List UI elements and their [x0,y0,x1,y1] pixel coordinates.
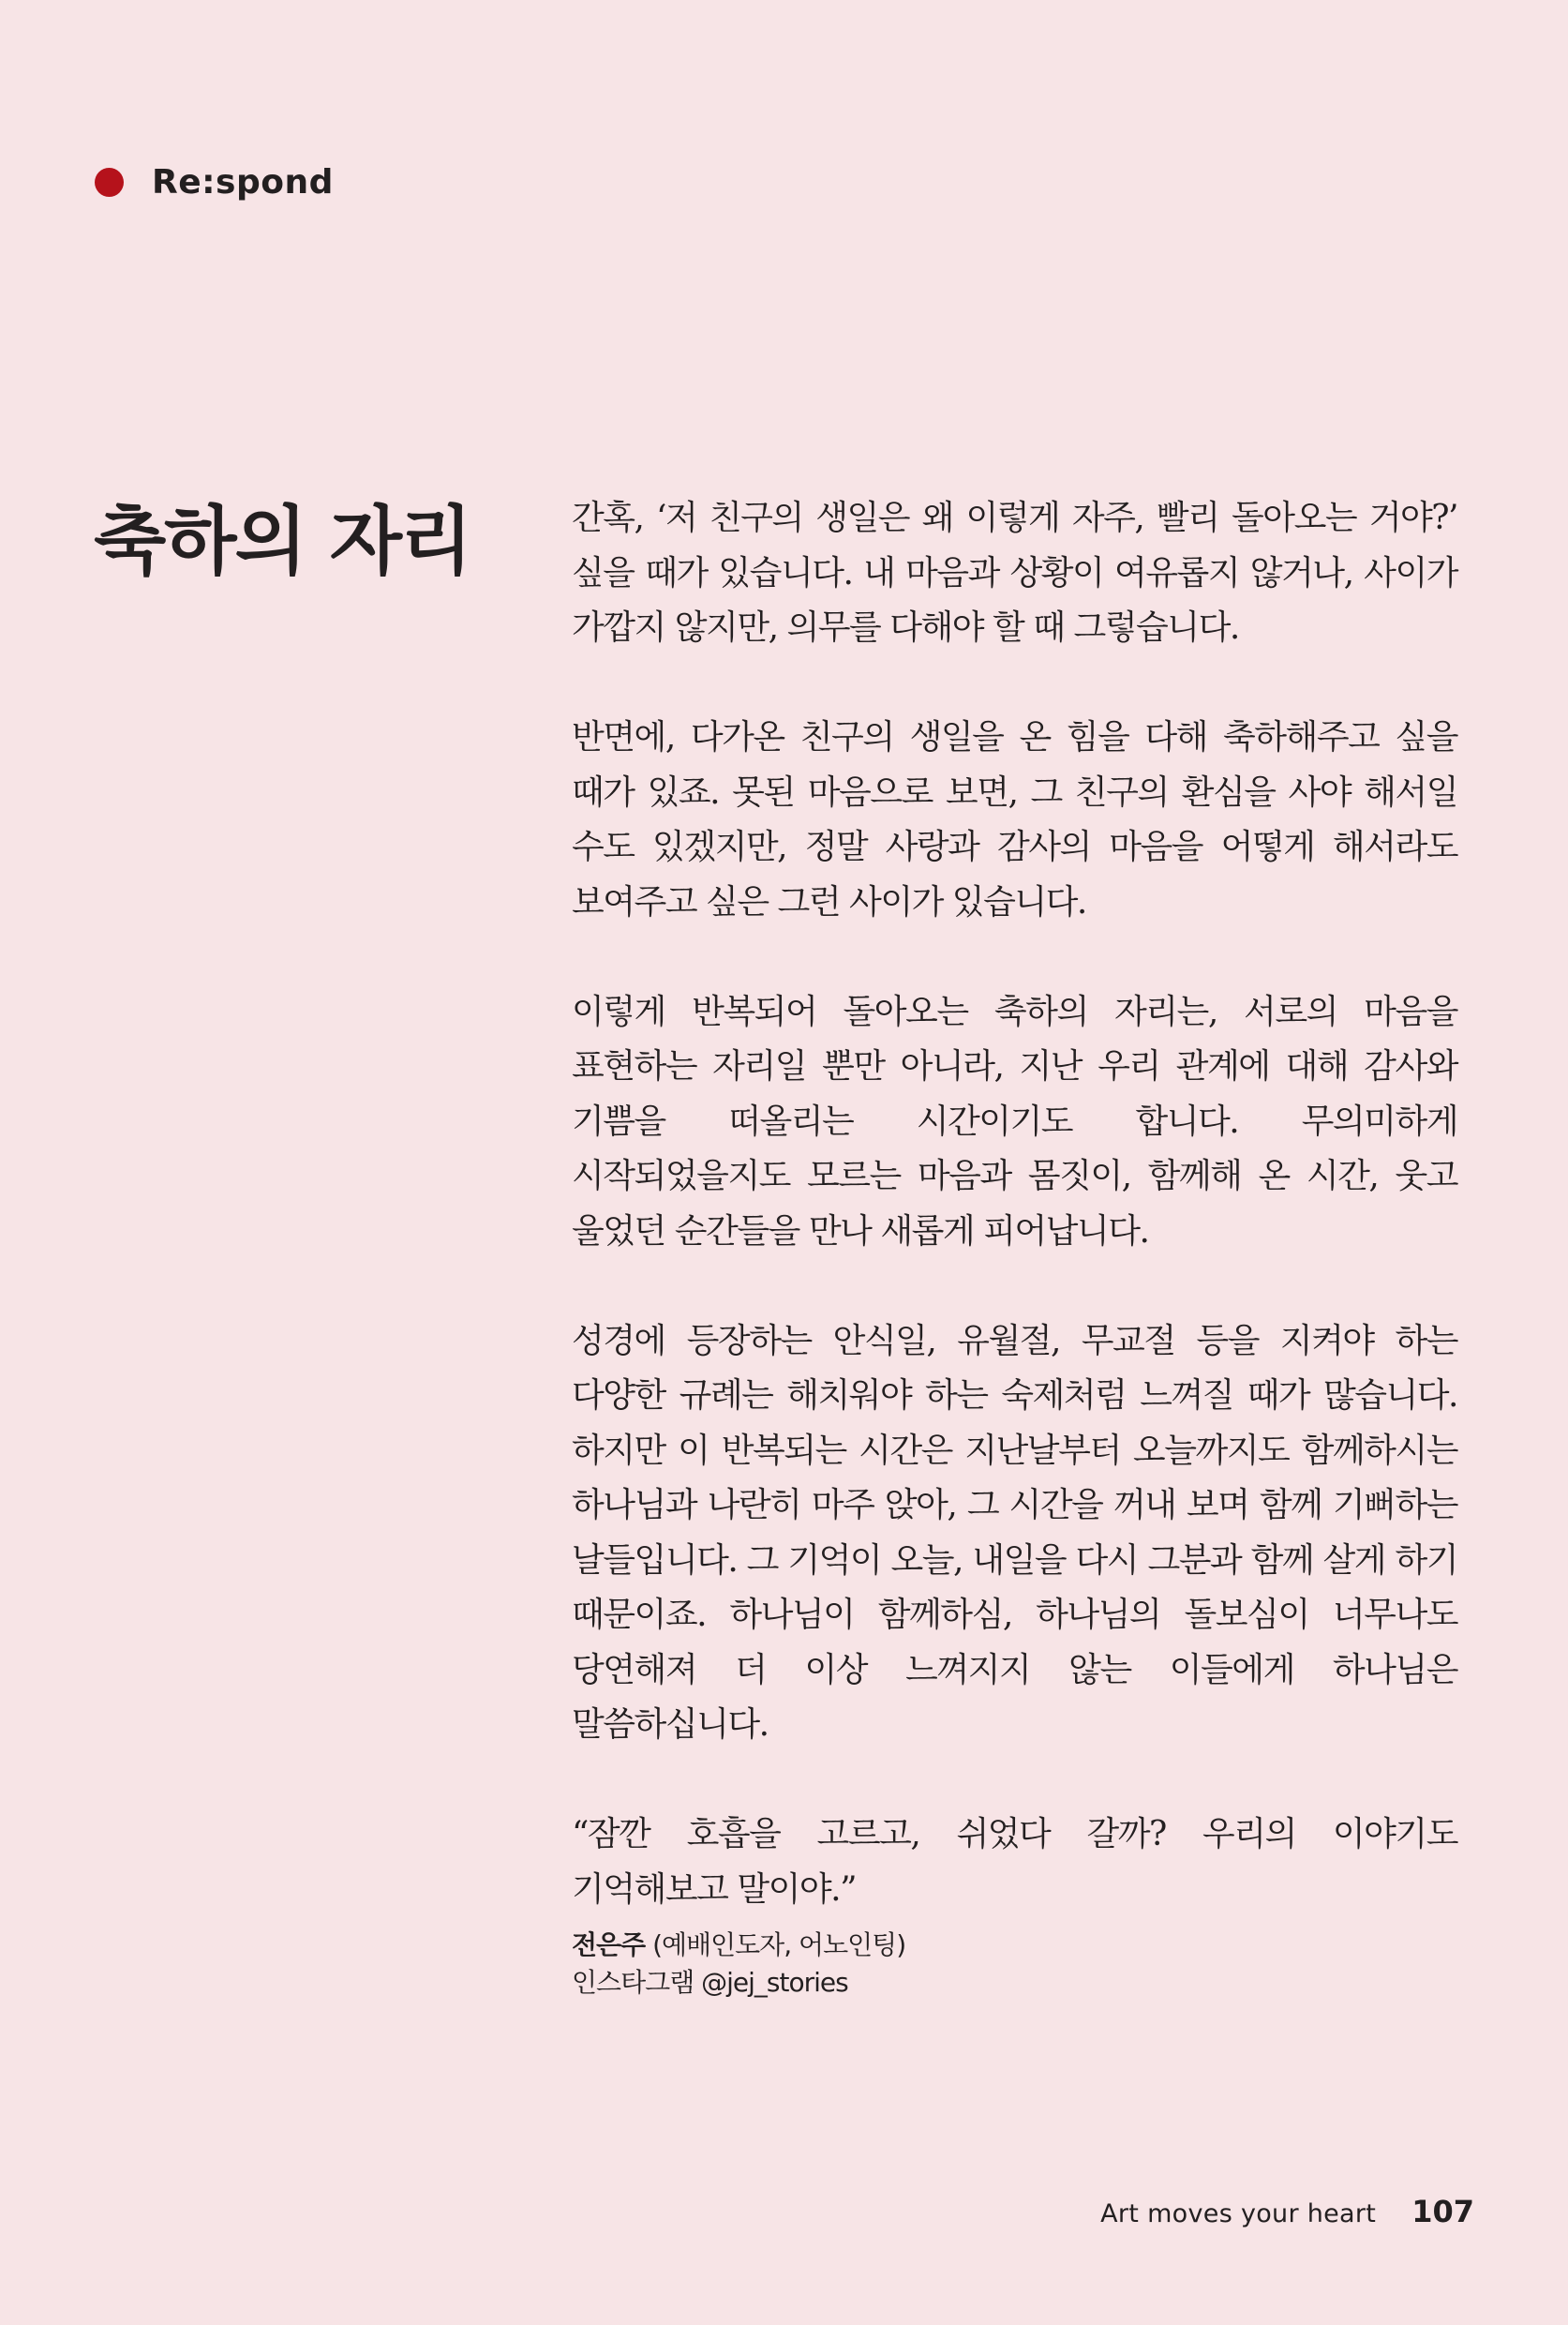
body-paragraph: 이렇게 반복되어 돌아오는 축하의 자리는, 서로의 마음을 표현하는 자리일 뿐만 아니라, 지난 우리 관계에 대해 감사와 기쁨을 떠올리는 시간이기도 합니다. 무의미하게 시작되었을지도 모르는 마음과 몸짓이, 함께해 온 시간, 웃고 울었던 순간들을 만나 새롭게 피어납니다. [572,992,1457,1251]
body-paragraph: 성경에 등장하는 안식일, 유월절, 무교절 등을 지켜야 하는 다양한 규례는 해치워야 하는 숙제처럼 느껴질 때가 많습니다. 하지만 이 반복되는 시간은 지난날부터 오늘까지도 함께하시는 하나님과 나란히 마주 앉아, 그 시간을 꺼내 보며 함께 기뻐하는 날들입니다. 그 기억이 오늘, 내일을 다시 그분과 함께 살게 하기 때문이죠. 하나님이 함께하심, 하나님의 돌보심이 너무나도 당연해져 더 이상 느껴지지 않는 이들에게 하나님은 말씀하십니다. [572,1321,1457,1744]
body-paragraph: 반면에, 다가온 친구의 생일을 온 힘을 다해 축하해주고 싶을 때가 있죠. 못된 마음으로 보면, 그 친구의 환심을 사야 해서일 수도 있겠지만, 정말 사랑과 감사의 마음을 어떻게 해서라도 보여주고 싶은 그런 사이가 있습니다. [572,718,1457,922]
author-line [572,1927,1457,1964]
section-tag [95,158,334,206]
author-social: 인스타그램 @jej_stories [572,1967,848,1998]
section-label: Re:spond [152,162,334,202]
article-title: 축하의 자리 [94,497,471,585]
author-role: (예배인도자, 어노인팅) [652,1929,906,1960]
closing-quote: “잠깐 호흡을 고르고, 쉬었다 갈까? 우리의 이야기도 기억해보고 말이야.” [572,1815,1457,1909]
author-byline [572,1927,1457,2002]
author-name: 전은주 [572,1929,646,1960]
footer-tagline: Art moves your heart [1100,2199,1377,2228]
body-paragraph: 간혹, ‘저 친구의 생일은 왜 이렇게 자주, 빨리 돌아오는 거야?’ 싶을 때가 있습니다. 내 마음과 상황이 여유롭지 않거나, 사이가 가깝지 않지만, 의무를 다해야 할 때 그렇습니다. [572,499,1457,647]
article-body [572,491,1457,1972]
page-footer [1100,2194,1474,2235]
section-bullet-icon [95,168,124,197]
page-number: 107 [1411,2194,1474,2229]
